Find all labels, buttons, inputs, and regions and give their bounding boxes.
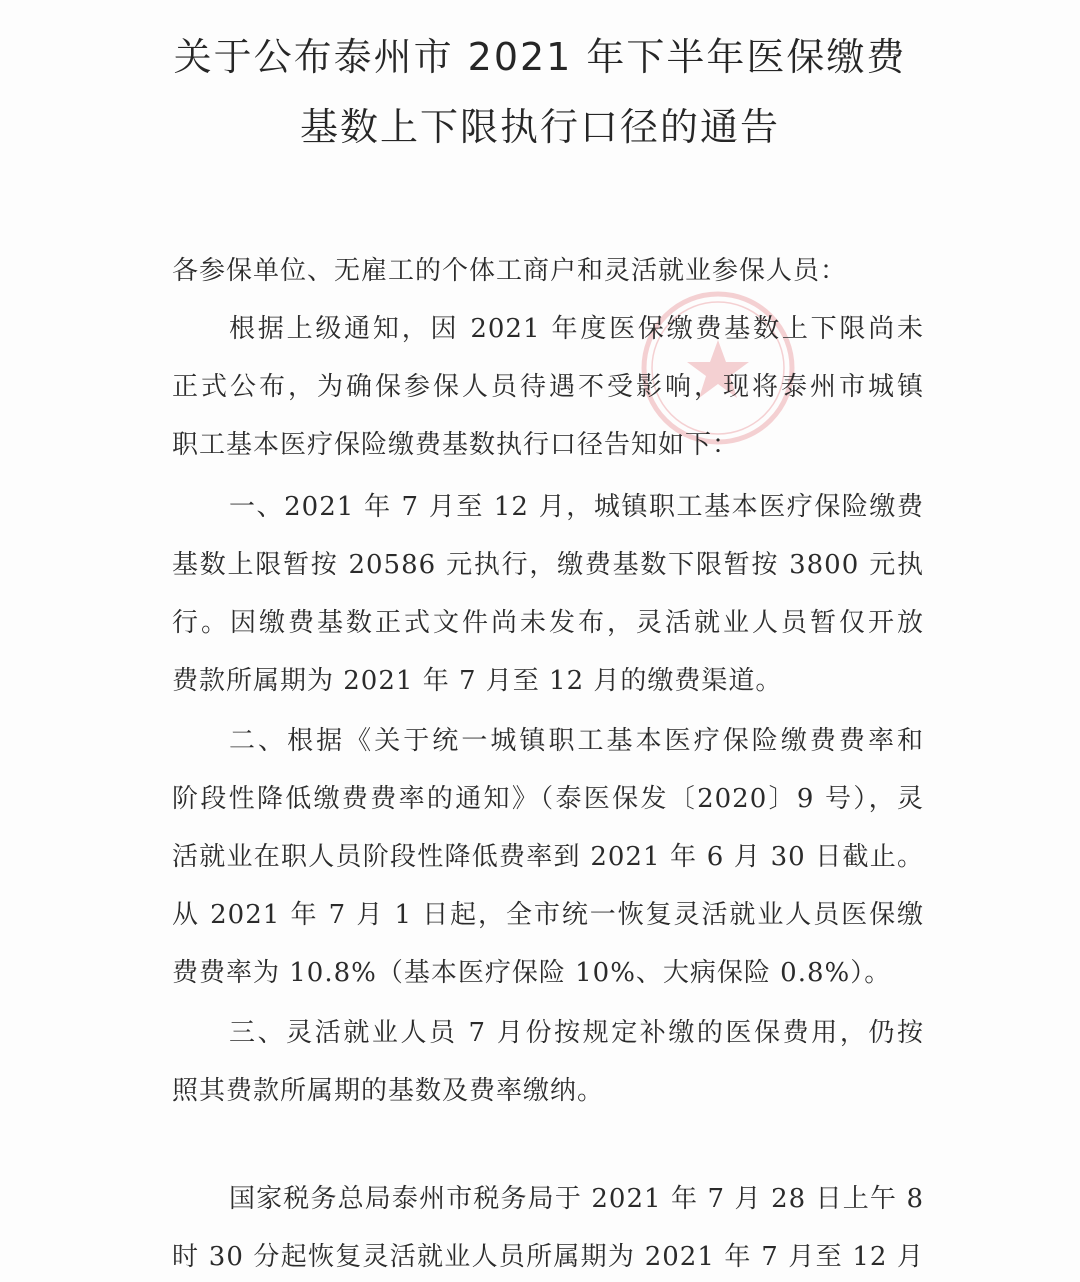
item2-line-1: 二、根据《关于统一城镇职工基本医疗保险缴费费率和 (229, 726, 924, 756)
item3-line-1: 三、灵活就业人员 7 月份按规定补缴的医保费用，仍按 (229, 1018, 924, 1048)
item2-line-5: 费费率为 10.8%（基本医疗保险 10%、大病保险 0.8%）。 (172, 958, 892, 988)
intro-line-3: 职工基本医疗保险缴费基数执行口径告知如下： (172, 430, 740, 460)
item2-line-3: 活就业在职人员阶段性降低费率到 2021 年 6 月 30 日截止。 (172, 842, 924, 872)
item2-line-4: 从 2021 年 7 月 1 日起，全市统一恢复灵活就业人员医保缴 (172, 900, 924, 930)
intro-line-1: 根据上级通知，因 2021 年度医保缴费基数上下限尚未 (229, 314, 924, 344)
item1-line-2: 基数上限暂按 20586 元执行，缴费基数下限暂按 3800 元执 (172, 550, 924, 580)
document-title-line-2: 基数上下限执行口径的通告 (299, 105, 780, 149)
item1-line-1: 一、2021 年 7 月至 12 月，城镇职工基本医疗保险缴费 (229, 492, 924, 522)
tax-line-1: 国家税务总局泰州市税务局于 2021 年 7 月 28 日上午 8 (229, 1184, 924, 1214)
official-seal-icon (638, 288, 798, 448)
item3-line-2: 照其费款所属期的基数及费率缴纳。 (172, 1076, 605, 1106)
document-title-line-1: 关于公布泰州市 2021 年下半年医保缴费 (173, 35, 907, 79)
tax-line-2: 时 30 分起恢复灵活就业人员所属期为 2021 年 7 月至 12 月 (172, 1242, 924, 1272)
intro-line-2: 正式公布，为确保参保人员待遇不受影响，现将泰州市城镇 (172, 372, 924, 402)
salutation: 各参保单位、无雇工的个体工商户和灵活就业参保人员： (172, 256, 848, 286)
item1-line-4: 费款所属期为 2021 年 7 月至 12 月的缴费渠道。 (172, 666, 783, 696)
item1-line-3: 行。因缴费基数正式文件尚未发布，灵活就业人员暂仅开放 (172, 608, 924, 638)
item2-line-2: 阶段性降低缴费费率的通知》（泰医保发〔2020〕9 号），灵 (172, 784, 924, 814)
